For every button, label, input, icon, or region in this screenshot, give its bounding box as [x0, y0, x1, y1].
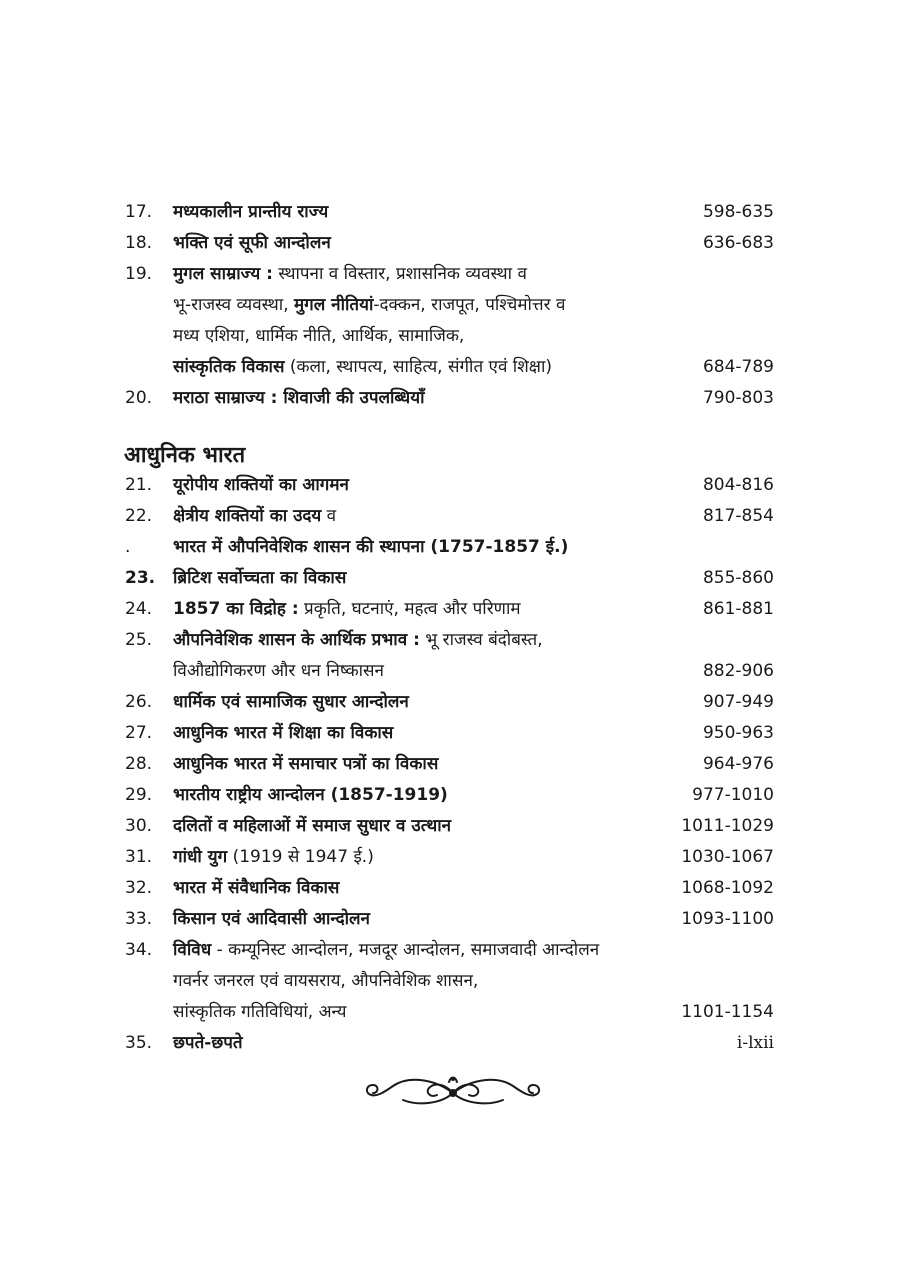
entry-title-bold: मध्यकालीन प्रान्तीय राज्य [173, 202, 329, 222]
entry-title-bold: विविध [173, 940, 212, 960]
section-heading: आधुनिक भारत [124, 443, 246, 468]
entry-title-normal: गवर्नर जनरल एवं वायसराय, औपनिवेशिक शासन, [173, 971, 479, 991]
toc-entry [0, 842, 905, 873]
entry-title-bold: मुगल नीतियां [294, 295, 374, 315]
entry-title [173, 470, 349, 501]
entry-pages: 804-816 [702, 475, 774, 495]
toc-entry [0, 904, 905, 935]
entry-number: 34. [125, 940, 153, 960]
entry-title-normal: विऔद्योगिकरण और धन निष्कासन [173, 661, 384, 681]
entry-number: . [125, 537, 131, 557]
entry-pages: 636-683 [702, 233, 774, 253]
entry-title-normal: (1919 से 1947 ई.) [227, 847, 374, 867]
entry-title [173, 687, 409, 718]
toc-entry [0, 811, 905, 842]
entry-pages: i-lxii [736, 1033, 774, 1053]
entry-number: 21. [125, 475, 153, 495]
toc-entry [0, 228, 905, 259]
entry-title-bold: ब्रिटिश सर्वोच्चता का विकास [173, 568, 347, 588]
toc-entry [0, 290, 905, 321]
entry-number: 29. [125, 785, 153, 805]
entry-title [173, 532, 568, 563]
entry-number: 31. [125, 847, 153, 867]
entry-title [173, 811, 451, 842]
entry-title-bold: यूरोपीय शक्तियों का आगमन [173, 475, 349, 495]
entry-title-normal: व [321, 506, 337, 526]
entry-title-normal: प्रकृति, घटनाएं, महत्व और परिणाम [298, 599, 521, 619]
entry-title [173, 656, 384, 687]
toc-entry [0, 780, 905, 811]
entry-title [173, 935, 599, 966]
entry-title [173, 383, 425, 414]
entry-title-normal: स्थापना व विस्तार, प्रशासनिक व्यवस्था व [272, 264, 527, 284]
entry-pages: 1101-1154 [681, 1002, 774, 1022]
entry-pages: 1030-1067 [681, 847, 774, 867]
entry-number: 18. [125, 233, 153, 253]
entry-title [173, 997, 346, 1028]
toc-entry [0, 997, 905, 1028]
toc-entry [0, 470, 905, 501]
entry-number: 19. [125, 264, 153, 284]
entry-number: 33. [125, 909, 153, 929]
entry-title [173, 259, 527, 290]
toc-entry [0, 935, 905, 966]
entry-pages: 907-949 [702, 692, 774, 712]
entry-pages: 964-976 [702, 754, 774, 774]
entry-title [173, 904, 370, 935]
entry-number: 30. [125, 816, 153, 836]
toc-entry [0, 501, 905, 532]
toc-entry [0, 625, 905, 656]
entry-title [173, 352, 552, 383]
entry-pages: 1068-1092 [681, 878, 774, 898]
entry-pages: 817-854 [702, 506, 774, 526]
entry-number: 35. [125, 1033, 153, 1053]
entry-pages: 855-860 [702, 568, 774, 588]
entry-title [173, 228, 331, 259]
toc-entry [0, 563, 905, 594]
toc-entry [0, 383, 905, 414]
entry-pages: 684-789 [702, 357, 774, 377]
toc-entry [0, 352, 905, 383]
entry-title [173, 780, 448, 811]
entry-title-normal: (कला, स्थापत्य, साहित्य, संगीत एवं शिक्षा) [284, 357, 552, 377]
toc-entry [0, 1028, 905, 1059]
entry-pages: 882-906 [702, 661, 774, 681]
entry-number: 26. [125, 692, 153, 712]
toc-entry [0, 966, 905, 997]
entry-title-bold: छपते-छपते [173, 1033, 243, 1053]
entry-title [173, 966, 478, 997]
entry-title-bold: भारतीय राष्ट्रीय आन्दोलन (1857-1919) [173, 785, 448, 805]
entry-title-normal: -दक्कन, राजपूत, पश्चिमोत्तर व [373, 295, 566, 315]
entry-title [173, 290, 565, 321]
entry-title [173, 197, 328, 228]
toc-entry [0, 687, 905, 718]
toc-entry [0, 749, 905, 780]
entry-pages: 1011-1029 [681, 816, 774, 836]
entry-title [173, 321, 464, 352]
entry-title-bold: गांधी युग [173, 847, 228, 867]
entry-number: 20. [125, 388, 153, 408]
entry-title [173, 594, 521, 625]
entry-title-bold: किसान एवं आदिवासी आन्दोलन [173, 909, 370, 929]
entry-number: 28. [125, 754, 153, 774]
entry-number: 24. [125, 599, 153, 619]
entry-title [173, 625, 543, 656]
entry-title-bold: दलितों व महिलाओं में समाज सुधार व उत्थान [173, 816, 452, 836]
flourish-ornament-icon [363, 1068, 543, 1118]
toc-entry [0, 594, 905, 625]
entry-title-normal: भू राजस्व बंदोबस्त, [419, 630, 543, 650]
entry-number: 17. [125, 202, 153, 222]
entry-title-bold: सांस्कृतिक विकास [173, 357, 285, 377]
entry-title-bold: आधुनिक भारत में शिक्षा का विकास [173, 723, 394, 743]
toc-entry [0, 873, 905, 904]
entry-title-bold: आधुनिक भारत में समाचार पत्रों का विकास [173, 754, 439, 774]
entry-title-bold: भक्ति एवं सूफी आन्दोलन [173, 233, 331, 253]
entry-title-bold: भारत में संवैधानिक विकास [173, 878, 340, 898]
toc-entry [0, 656, 905, 687]
entry-pages: 1093-1100 [681, 909, 774, 929]
entry-pages: 861-881 [702, 599, 774, 619]
entry-title-bold: 1857 का विद्रोह : [173, 599, 299, 619]
entry-number: 27. [125, 723, 153, 743]
toc-entry [0, 532, 905, 563]
entry-title-bold: धार्मिक एवं सामाजिक सुधार आन्दोलन [173, 692, 409, 712]
entry-title [173, 718, 393, 749]
entry-title-normal: - कम्यूनिस्ट आन्दोलन, मजदूर आन्दोलन, समाजवादी आन्दोलन [211, 940, 600, 960]
entry-number: 25. [125, 630, 153, 650]
entry-pages: 977-1010 [692, 785, 774, 805]
entry-number: 32. [125, 878, 153, 898]
entry-title [173, 749, 438, 780]
entry-title [173, 501, 336, 532]
entry-pages: 598-635 [702, 202, 774, 222]
entry-title-normal: भू-राजस्व व्यवस्था, [173, 295, 294, 315]
entry-title [173, 873, 339, 904]
entry-title-normal: सांस्कृतिक गतिविधियां, अन्य [173, 1002, 347, 1022]
entry-number: 22. [125, 506, 153, 526]
entry-title-bold: मुगल साम्राज्य : [173, 264, 273, 284]
entry-title-bold: क्षेत्रीय शक्तियों का उदय [173, 506, 322, 526]
entry-title-normal: मध्य एशिया, धार्मिक नीति, आर्थिक, सामाजिक, [173, 326, 465, 346]
toc-entry [0, 259, 905, 290]
entry-pages: 950-963 [702, 723, 774, 743]
entry-title [173, 1028, 243, 1059]
entry-title-bold: मराठा साम्राज्य : शिवाजी की उपलब्धियाँ [173, 388, 425, 408]
toc-entry [0, 197, 905, 228]
entry-number: 23. [125, 568, 156, 588]
entry-title-bold: भारत में औपनिवेशिक शासन की स्थापना (1757-1857 ई.) [173, 537, 569, 557]
entry-title [173, 563, 346, 594]
entry-pages: 790-803 [702, 388, 774, 408]
entry-title [173, 842, 374, 873]
toc-entry [0, 321, 905, 352]
toc-entry [0, 718, 905, 749]
entry-title-bold: औपनिवेशिक शासन के आर्थिक प्रभाव : [173, 630, 420, 650]
